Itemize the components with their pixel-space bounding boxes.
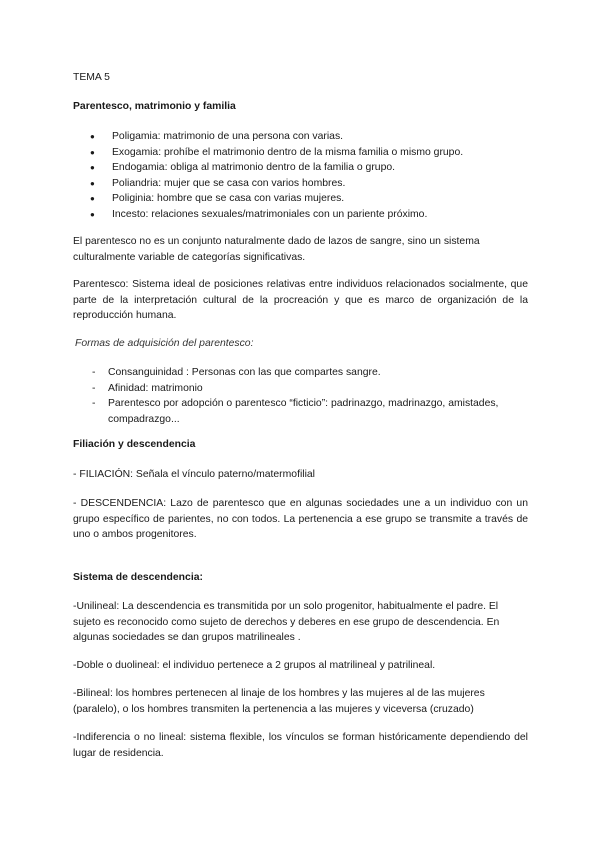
heading-filiacion: Filiación y descendencia: [73, 439, 196, 450]
bullet-list-marriage-types: [90, 129, 530, 222]
heading-sistema-descendencia: Sistema de descendencia:: [73, 572, 203, 583]
paragraph-descendencia: - DESCENDENCIA: Lazo de parentesco que en algunas sociedades une a un individuo con un grupo específico de parientes, no con todos. La pertenencia a ese grupo se transmite a través de uno o ambos progenitores.: [73, 498, 528, 540]
list-item: ● Poliginia: hombre que se casa con varias mujeres.: [90, 191, 530, 207]
paragraph-parentesco-definition: El parentesco no es un conjunto naturalmente dado de lazos de sangre, sino un sistema culturalmente variable de categorías significativas.: [73, 236, 480, 263]
dash-list-formas: [74, 365, 530, 427]
paragraph-bilineal: -Bilineal: los hombres pertenecen al linaje de los hombres y las mujeres al de las mujeres (paralelo), o los hombres transmiten la pertenencia a las mujeres y viceversa (cruzado): [73, 688, 485, 715]
paragraph-doble: -Doble o duolineal: el individuo pertenece a 2 grupos al matrilineal y patrilineal.: [73, 660, 436, 671]
subheading-formas-adquisicion: Formas de adquisición del parentesco:: [75, 338, 254, 349]
list-item: - Consanguinidad : Personas con las que compartes sangre.: [74, 365, 530, 381]
paragraph-unilineal: -Unilineal: La descendencia es transmitida por un solo progenitor, habitualmente el padre. El sujeto es reconocido como sujeto de derechos y deberes en ese grupo de descendencia. En algunas sociedades se dan grupos matrilineales .: [73, 601, 500, 643]
paragraph-indiferencia: -Indiferencia o no lineal: sistema flexible, los vínculos se forman históricamente dependiendo del lugar de residencia.: [73, 732, 528, 759]
list-item: ● Incesto: relaciones sexuales/matrimoniales con un pariente próximo.: [90, 207, 530, 223]
heading-parentesco: Parentesco, matrimonio y familia: [73, 101, 236, 112]
list-item: - Afinidad: matrimonio: [74, 381, 530, 397]
list-item: ● Poligamia: matrimonio de una persona con varias.: [90, 129, 530, 145]
paragraph-parentesco-sistema: Parentesco: Sistema ideal de posiciones relativas entre individuos relacionados socialmente, que parte de la interpretación cultural de la procreación y que es marco de organización de la reproducción humana.: [73, 279, 528, 321]
list-item: ● Endogamia: obliga al matrimonio dentro de la familia o grupo.: [90, 160, 530, 176]
tema-label: TEMA 5: [73, 72, 110, 83]
paragraph-filiacion: - FILIACIÓN: Señala el vínculo paterno/matermofilial: [73, 469, 315, 480]
list-item: ● Poliandria: mujer que se casa con varios hombres.: [90, 176, 530, 192]
list-item: ● Exogamia: prohíbe el matrimonio dentro de la misma familia o mismo grupo.: [90, 145, 530, 161]
list-item: - Parentesco por adopción o parentesco “ficticio”: padrinazgo, madrinazgo, amistades, compadrazgo...: [74, 396, 530, 427]
